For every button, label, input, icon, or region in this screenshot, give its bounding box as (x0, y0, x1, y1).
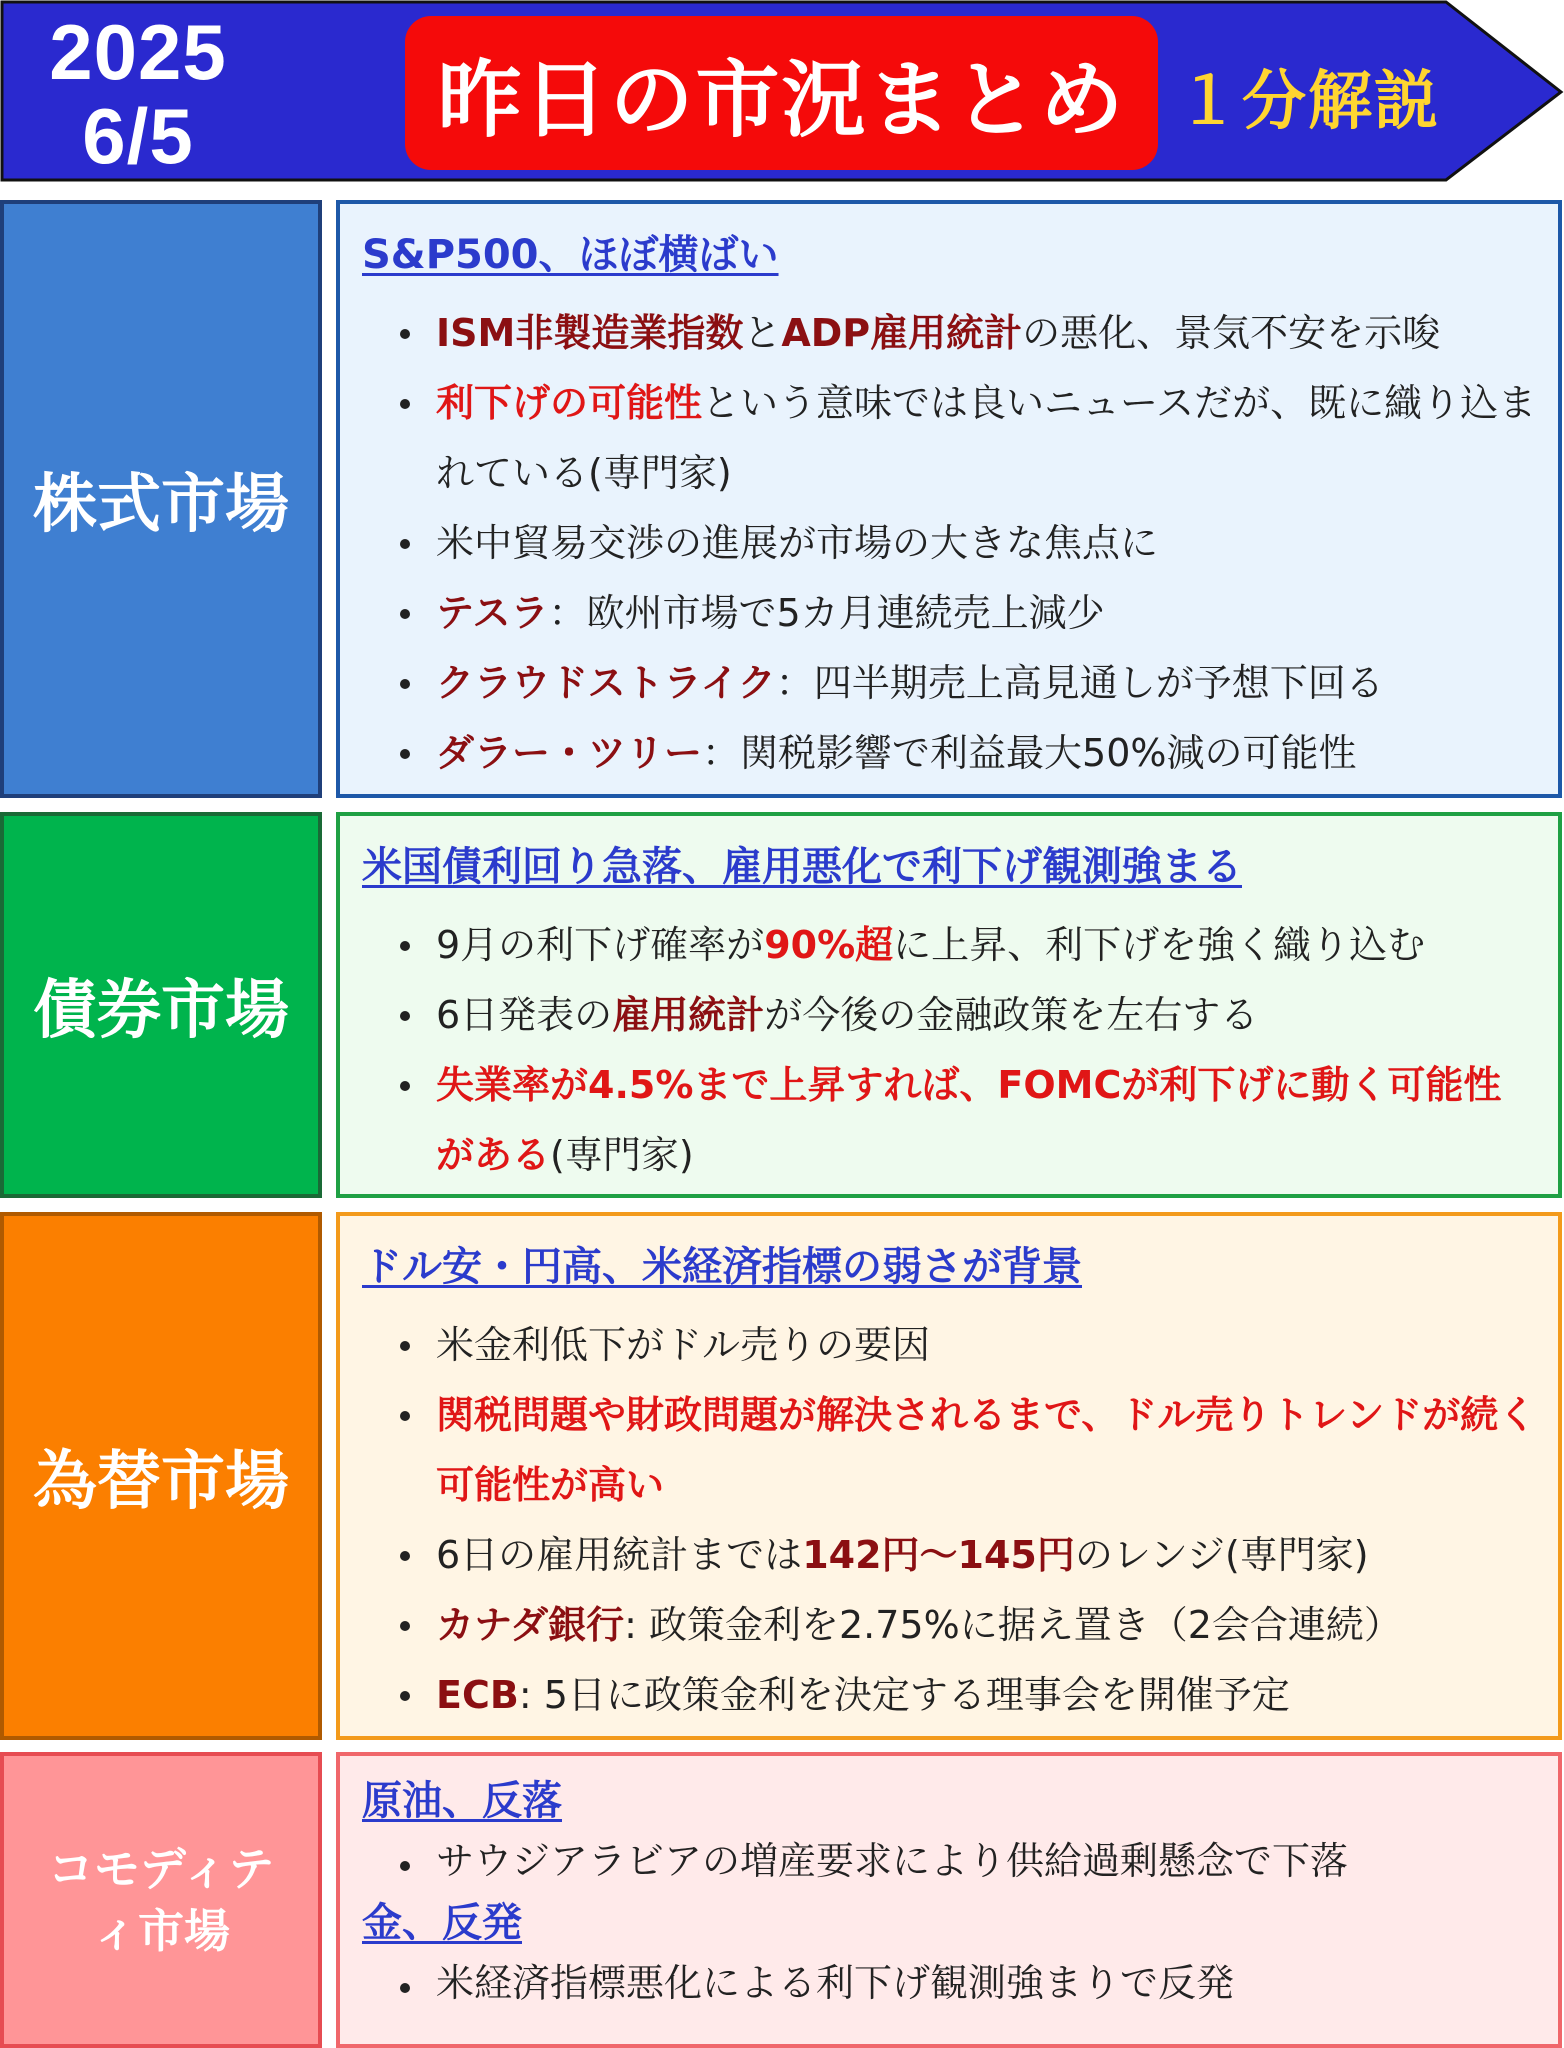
fx-b5-rest: : 5日に政策金利を決定する理事会を開催予定 (518, 1673, 1290, 1717)
stocks-b1-conj: と (743, 311, 782, 355)
bonds-b3-source: (専門家) (550, 1133, 694, 1177)
gold-b1-text: 米経済指標悪化による利下げ観測強まりで反発 (436, 1961, 1235, 2005)
page-title: 昨日の市況まとめ (405, 16, 1158, 170)
bonds-b1-rest: に上昇、利下げを強く織り込む (893, 923, 1426, 967)
commodity-label-line1: コモディテ (47, 1842, 275, 1896)
list-item (362, 368, 1538, 508)
list-item (362, 1830, 1538, 1892)
list-item (362, 1590, 1538, 1660)
bonds-b2-pre: 6日発表の (436, 993, 613, 1037)
list-item (362, 648, 1538, 718)
date-year: 2025 (49, 8, 227, 96)
page-subtitle: １分解説 (1176, 65, 1440, 139)
fx-b2-text: 関税問題や財政問題が解決されるまで、ドル売りトレンドが続く可能性が高い (436, 1393, 1537, 1507)
list-item (362, 1952, 1538, 2014)
list-item (362, 1050, 1538, 1190)
commodity-section-label (0, 1752, 322, 2048)
list-item (362, 910, 1538, 980)
bonds-b1-value: 90%超 (764, 923, 894, 967)
bonds-b2-term: 雇用統計 (612, 993, 765, 1037)
stocks-b6-company: ダラー・ツリー (436, 731, 703, 775)
stocks-b4-rest: ：欧州市場で5カ月連続売上減少 (548, 591, 1105, 635)
stocks-panel (336, 200, 1562, 798)
fx-headline: ドル安・円高、米経済指標の弱さが背景 (362, 1244, 1082, 1290)
gold-headline: 金、反発 (362, 1900, 522, 1946)
list-item (362, 578, 1538, 648)
fx-b4-bank: カナダ銀行 (436, 1603, 625, 1647)
gold-bullet-list (362, 1952, 1538, 2014)
bonds-bullet-list (362, 910, 1538, 1190)
bonds-b2-rest: が今後の金融政策を左右する (764, 993, 1259, 1037)
bonds-b1-pre: 9月の利下げ確率が (436, 923, 765, 967)
fx-b3-rest: のレンジ(専門家) (1074, 1533, 1369, 1577)
stocks-b1-rest: の悪化、景気不安を示唆 (1022, 311, 1441, 355)
fx-b4-rest: : 政策金利を2.75%に据え置き（2会合連続） (624, 1603, 1402, 1647)
list-item (362, 1310, 1538, 1380)
stocks-b1-term2: ADP雇用統計 (781, 311, 1023, 355)
list-item (362, 1380, 1538, 1520)
commodity-label-line2: ィ市場 (91, 1904, 230, 1958)
oil-bullet-list (362, 1830, 1538, 1892)
list-item (362, 718, 1538, 788)
list-item (362, 1520, 1538, 1590)
commodity-panel (336, 1752, 1562, 2048)
stocks-b1-term1: ISM非製造業指数 (436, 311, 744, 355)
stocks-b2-term: 利下げの可能性 (436, 381, 703, 425)
header-banner (0, 0, 1564, 184)
stocks-b3-text: 米中貿易交渉の進展が市場の大きな焦点に (436, 521, 1159, 565)
stocks-b2-rest: という意味では良いニュースだが、既に織り込まれている(専門家) (436, 381, 1537, 495)
stocks-b6-rest: ：関税影響で利益最大50%減の可能性 (702, 731, 1357, 775)
stocks-bullet-list (362, 298, 1538, 788)
fx-panel (336, 1212, 1562, 1740)
fx-bullet-list (362, 1310, 1538, 1730)
bonds-panel (336, 812, 1562, 1198)
fx-b1-text: 米金利低下がドル売りの要因 (436, 1323, 931, 1367)
list-item (362, 1660, 1538, 1730)
fx-b3-range: 142円〜145円 (802, 1533, 1075, 1577)
date-month-day: 6/5 (82, 92, 194, 180)
stocks-headline: S&P500、ほぼ横ばい (362, 232, 779, 278)
fx-b3-pre: 6日の雇用統計までは (436, 1533, 803, 1577)
oil-b1-text: サウジアラビアの増産要求により供給過剰懸念で下落 (436, 1839, 1349, 1883)
stocks-b5-company: クラウドストライク (436, 661, 776, 705)
fx-section-label: 為替市場 (0, 1212, 322, 1740)
stocks-b5-rest: ：四半期売上高見通しが予想下回る (775, 661, 1384, 705)
fx-b5-bank: ECB (436, 1673, 519, 1717)
stocks-b4-company: テスラ (436, 591, 549, 635)
oil-headline: 原油、反落 (362, 1778, 562, 1824)
bonds-section-label: 債券市場 (0, 812, 322, 1198)
bonds-b3-main: 失業率が4.5%まで上昇すれば、FOMCが利下げに動く可能性がある (436, 1063, 1502, 1177)
bonds-headline: 米国債利回り急落、雇用悪化で利下げ観測強まる (362, 844, 1242, 890)
list-item (362, 508, 1538, 578)
stocks-section-label: 株式市場 (0, 200, 322, 798)
list-item (362, 298, 1538, 368)
list-item (362, 980, 1538, 1050)
